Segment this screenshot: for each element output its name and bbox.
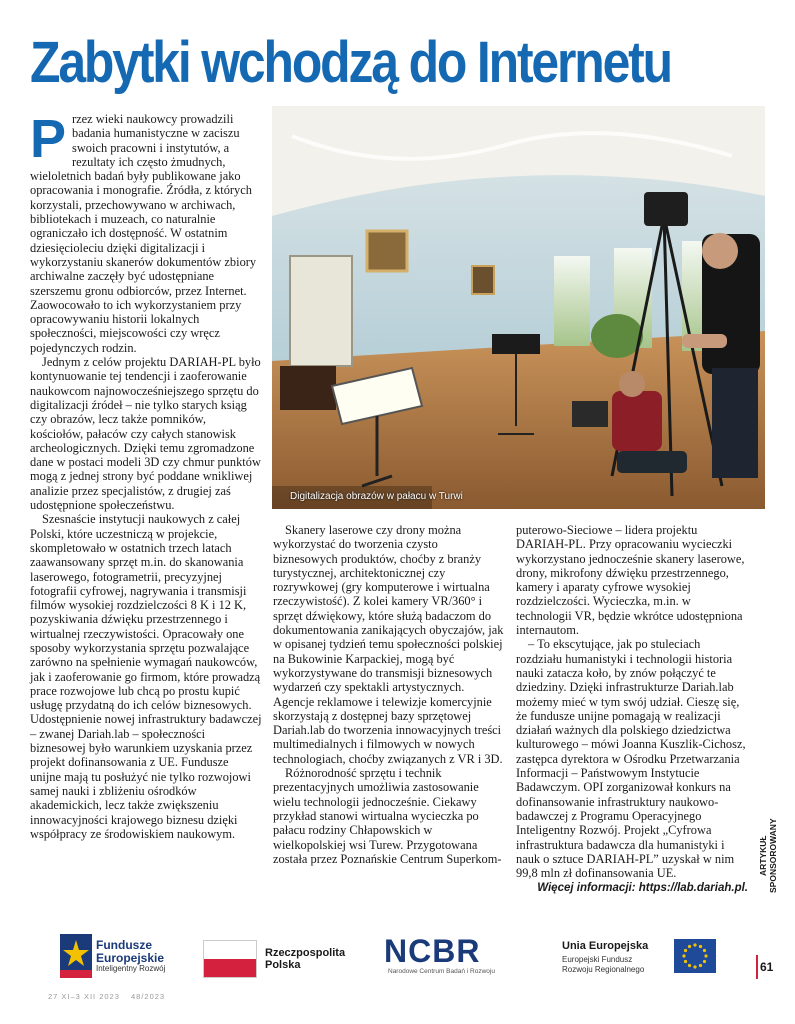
sponsored-label: ARTYKUŁ SPONSOROWANY [758,818,778,894]
paragraph: puterowo-Sieciowe – lidera projektu DARIAH-PL. Przy opracowaniu wycieczki wykorzystano jednocześnie skanery laserowe, drony, mikrofony dźwięku przestrzennego, kamery i aparaty cyfrowe wysokiej rozdzielczości. Wycieczka, m.in. w technologii VR, będzie wkrótce udostępniona internautom. [516,523,745,638]
paragraph: – To ekscytujące, jak po stuleciach rozdziału humanistyki i technologii historia nauki zatacza koło, by znów połączyć te dziedziny. Dzięki infrastrukturze Dariah.lab możemy mieć w tym swój udział. Cieszę się, że fundusze unijne pomagają w realizacji działań ważnych dla polskiego dziedzictwa kulturowego – mówi Joanna Kuszlik-Cichosz, zastępca dyrektora w Ośrodku Przetwarzania Informacji – Państwowym Instytucie Badawczym. OPI zorganizował konkurs na dofinansowanie infrastruktury naukowo-badawczej z Programu Operacyjnego Inteligentny Rozwój. Projekt „Cyfrowa infrastruktura badawcza dla humanistyki i nauk o sztuce DARIAH-PL” uzyskał w nim 99,8 mln zł dofinansowania UE. [516,637,746,881]
page-number: 61 [760,960,774,974]
ue-title: Unia Europejska [562,940,649,952]
issue-number: 48/2023 [130,992,166,1001]
rzeczpospolita-logo [203,930,346,982]
ncbr-title: NCBR [384,933,481,969]
paragraph: Różnorodność sprzętu i technik prezentacyjnych umożliwia zastosowanie wielu technologii jednocześnie. Ciekawy przykład stanowi wirtualna wycieczka po pałacu rodziny Chłapowskich w wielkopolskiej wsi Turew. Przygotowana została przez Poznańskie Centrum Superkom- [273,766,502,866]
page-number-marker [756,955,758,979]
paragraph: Szesnaście instytucji naukowych z całej Polski, które uczestniczą w projekcie, skompletowało w ostatnich trzech latach zaawansowany sprzęt m.in. do skanowania laserowego, fotogrametrii, precyzyjnej fotografii cyfrowej, nagrywania i transmisji filmów wysokiej rozdzielczości 8 K i 12 K, pozyskiwania dźwięku przestrzennego i wirtualnej rzeczywistości. Opracowały one sposoby wykorzystania sprzętu pozwalające zarówno na spełnienie wymagań naukowców, jak i zaoferowanie go firmom, które prowadzą prace rozwojowe lub chcą po prostu kupić usługę przydatną do ich celów biznesowych. Udostępnienie nowej infrastruktury badawczej – zwanej Dariah.lab – społeczności biznesowej było warunkiem uzyskania przez projekt dofinansowania z UE. Fundusze unijne mają tu posłużyć nie tylko rozwojowi samej nauki i zbliżeniu ośrodków akademickich, lecz także zwiększeniu innowacyjności krajowego biznesu dzięki współpracy ze środowiskiem naukowym. [30,512,262,841]
issue-date: 27 XI–3 XII 2023 [48,992,120,1001]
fundusze-europejskie-logo [60,930,190,982]
article-photo [272,106,765,509]
article-column-1 [30,109,262,841]
drop-cap: P [30,109,67,169]
article-title: Zabytki wchodzą do Internetu [30,30,671,95]
paragraph: Skanery laserowe czy drony można wykorzystać do tworzenia czysto biznesowych produktów, choćby z branży turystycznej, architektonicznej czy rozrywkowej (gry komputerowe i wirtualna rzeczywistość). Z kolei kamery VR/360° i sprzęt dźwiękowy, które służą badaczom do dokumentowania zanikających obyczajów, jak w opisanej tydzień temu społeczności polskiej na Bukowinie Karpackiej, mogą być wykorzystywane do transmisji biznesowych wydarzeń czy spektakli artystycznych. Agencje reklamowe i telewizje komercyjnie skorzystają z dostępnej bazy sprzętowej Dariah.lab do tworzenia innowacyjnych treści multimedialnych i filmowych w nowych technologiach, choćby związanych z VR i 3D. [273,523,504,766]
photo-caption: Digitalizacja obrazów w pałacu w Turwi [290,491,463,502]
fe-title: Fundusze Europejskie [96,938,165,965]
more-info-link[interactable]: Więcej informacji: https://lab.dariah.pl. [537,882,748,895]
ue-subtitle: Europejski Fundusz Rozwoju Regionalnego [562,955,645,974]
eu-flag-icon [674,939,716,973]
article-column-3 [516,523,748,896]
logo-bar [0,930,795,990]
paragraph: Jednym z celów projektu DARIAH-PL było kontynuowanie tej tendencji i zaoferowanie naukowcom najnowocześniejszego sprzętu do digitalizacji źródeł – nie tylko starych ksiąg czy obrazów, lecz także pomników, kościołów, pałaców czy całych stanowisk archeologicznych. Dzięki temu zgromadzone dane w postaci modeli 3D czy chmur punktów mogą z jednej strony być poddane wnikliwej analizie przez specjalistów, z drugiej zaś udostępnione społeczeństwu. [30,355,261,513]
ncbr-logo [384,930,534,982]
fe-subtitle: Inteligentny Rozwój [96,964,166,973]
article-column-2 [273,523,505,866]
ncbr-subtitle: Narodowe Centrum Badań i Rozwoju [388,968,495,975]
fe-star-icon [60,934,92,978]
unia-europejska-logo [562,930,722,982]
poland-flag-icon [203,940,257,978]
rp-title: Rzeczpospolita Polska [265,947,346,971]
paragraph: rzez wieki naukowcy prowadzili badania humanistyczne w zaciszu swoich pracowni i instytutów, a rezultaty ich często żmudnych, wieloletnich badań były publikowane jako opracowania i monografie. Źródła, z których korzystali, przechowywano w archiwach, bibliotekach i muzeach, co naturalnie ograniczało ich dostępność. W ostatnim dziesięcioleciu dzięki digitalizacji i wykorzystaniu skanerów dokumentów zbiory archiwalne zaczęły być udostępniane szerszemu gronu odbiorców, przez Internet. Zaowocowało to ich wykorzystaniem przy opracowywaniu historii lokalnych społeczności, miejscowości czy wręcz pojedynczych rodzin. [30,112,257,355]
issue-footer [48,992,173,1001]
